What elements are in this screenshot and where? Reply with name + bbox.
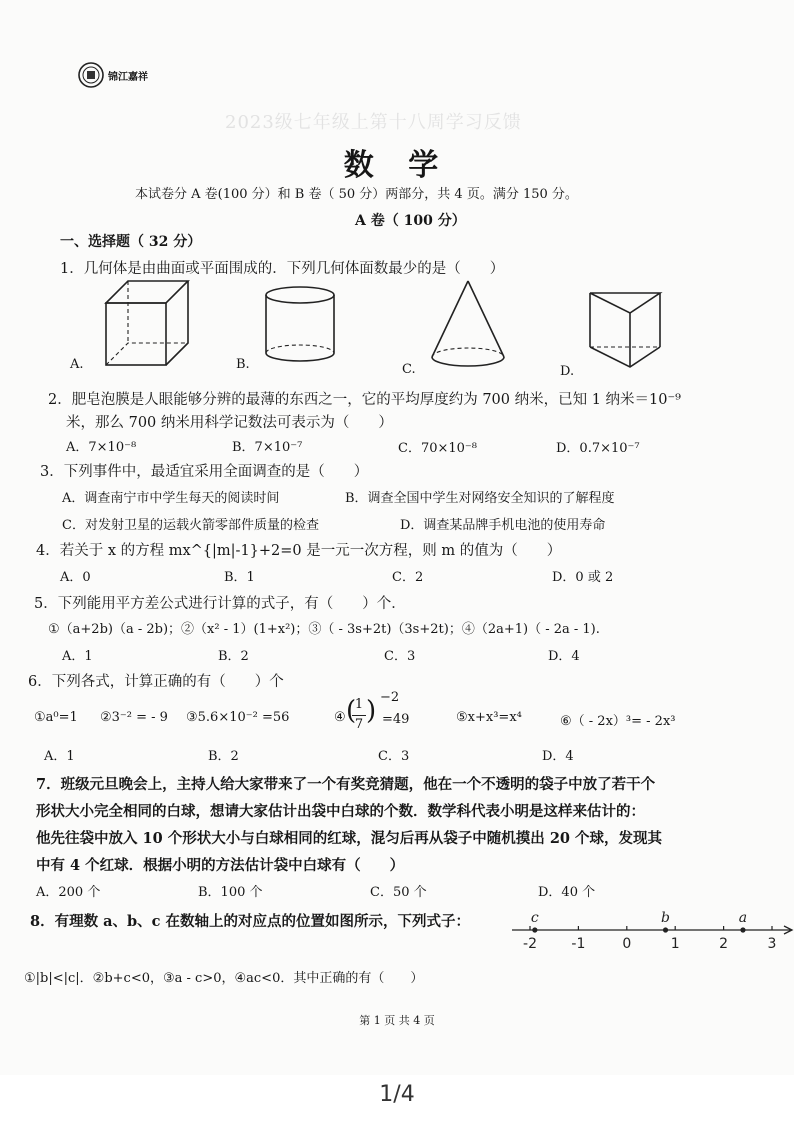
number-line-point-label-b: b	[661, 910, 671, 926]
question-6-item-1: ①a⁰=1	[34, 710, 78, 725]
prism-figure	[590, 293, 660, 367]
part-one-heading: 一、选择题（ 32 分）	[60, 234, 202, 250]
question-4-stem: 4．若关于 x 的方程 mx^{|m|-1}+2=0 是一元一次方程，则 m 的值为（ ）	[36, 543, 562, 559]
question-6-fraction-denominator: 7	[354, 717, 364, 732]
number-line-point-label-c: c	[530, 910, 539, 926]
question-6-item-6: ⑥（ - 2x）³= - 2x³	[560, 714, 676, 729]
question-1-option-c: C.	[402, 362, 416, 377]
question-6-fraction-exponent: −2	[380, 690, 400, 705]
number-line-tick-label-3: 1	[670, 936, 680, 952]
question-4-option-c: C．2	[392, 570, 424, 585]
question-7-stem-line-3: 他先往袋中放入 10 个形状大小与白球相同的红球，混匀后再从袋子中随机摸出 20 个球，发现其	[36, 830, 663, 847]
question-7-stem-line-2: 形状大小完全相同的白球，想请大家估计出袋中白球的个数．数学科代表小明是这样来估计的：	[36, 803, 645, 820]
question-6-right-paren: )	[366, 696, 377, 726]
cone-figure	[432, 281, 504, 366]
question-6-item-4-result: =49	[382, 712, 410, 727]
question-8-stem: 8．有理数 a、b、c 在数轴上的对应点的位置如图所示，下列式子：	[30, 913, 471, 930]
question-5-stem: 5．下列能用平方差公式进行计算的式子，有（ ）个．	[34, 596, 406, 612]
page-footer: 第 1 页 共 4 页	[359, 1014, 435, 1027]
school-seal-icon	[78, 62, 104, 88]
question-2-stem-line-2: 米，那么 700 纳米用科学记数法可表示为（ ）	[66, 415, 393, 431]
question-1-option-b: B.	[236, 357, 250, 372]
logo-text: 锦江嘉祥	[108, 71, 148, 83]
faded-header-watermark: 2023级七年级上第十八周学习反馈	[225, 112, 522, 133]
number-line-tick-label-1: -1	[571, 936, 586, 952]
number-line-point-label-a: a	[738, 910, 748, 926]
question-3-option-b: B．调查全国中学生对网络安全知识的了解程度	[345, 491, 615, 506]
question-1-figures	[100, 275, 700, 380]
question-3-option-a: A．调查南宁市中学生每天的阅读时间	[62, 491, 280, 506]
viewer-page-indicator: 1/4	[379, 1082, 415, 1107]
question-6-option-b: B．2	[208, 749, 239, 764]
question-3-option-c: C．对发射卫星的运载火箭零部件质量的检查	[62, 518, 319, 533]
question-5-option-c: C．3	[384, 649, 416, 664]
question-7-option-c: C．50 个	[370, 885, 427, 900]
question-6-option-c: C．3	[378, 749, 410, 764]
question-6-option-a: A．1	[44, 749, 75, 764]
question-1-option-d: D.	[560, 364, 575, 379]
question-5-option-b: B．2	[218, 649, 249, 664]
question-7-option-a: A．200 个	[36, 885, 101, 900]
number-line-point-a	[740, 927, 745, 932]
exam-title: 数 学	[343, 148, 451, 183]
question-5-expressions: ①（a+2b)（a - 2b)；②（x² - 1）(1+x²)；③（ - 3s+2t)（3s+2t)；④（2a+1)（ - 2a - 1).	[48, 622, 600, 637]
number-line-tick-label-2: 0	[622, 936, 632, 952]
question-2-option-d: D．0.7×10⁻⁷	[556, 441, 640, 456]
school-logo	[78, 62, 148, 88]
number-line-tick-label-5: 3	[767, 936, 777, 952]
number-line-tick-label-4: 2	[719, 936, 729, 952]
question-6-stem: 6．下列各式，计算正确的有（ ）个	[28, 674, 284, 690]
question-6-item-4: ④	[334, 710, 346, 725]
question-4-option-b: B．1	[224, 570, 255, 585]
question-6-item-5: ⑤x+x³=x⁴	[456, 710, 522, 725]
question-1-option-a: A.	[70, 357, 84, 372]
question-2-option-c: C．70×10⁻⁸	[398, 441, 477, 456]
question-7-option-d: D．40 个	[538, 885, 596, 900]
question-1-stem: 1．几何体是由曲面或平面围成的．下列几何体面数最少的是（ ）	[60, 261, 505, 277]
section-a-heading: A 卷（ 100 分）	[355, 213, 466, 229]
cube-figure	[106, 281, 188, 365]
exam-intro: 本试卷分 A 卷(100 分）和 B 卷（ 50 分）两部分，共 4 页。满分 150 分。	[135, 187, 578, 202]
question-6-item-3: ③5.6×10⁻² =56	[186, 710, 290, 725]
question-2-option-a: A．7×10⁻⁸	[66, 440, 137, 455]
question-4-option-a: A．0	[60, 570, 91, 585]
number-line-point-b	[663, 927, 668, 932]
question-7-stem-line-1: 7．班级元旦晚会上，主持人给大家带来了一个有奖竞猜题，他在一个不透明的袋子中放了若干个	[36, 776, 656, 793]
question-3-option-d: D．调查某品牌手机电池的使用寿命	[400, 518, 606, 533]
question-5-option-d: D．4	[548, 649, 580, 664]
question-6-fraction-numerator: 1	[354, 697, 364, 712]
question-5-option-a: A．1	[62, 649, 93, 664]
question-7-stem-line-4: 中有 4 个红球．根据小明的方法估计袋中白球有（ ）	[36, 857, 405, 874]
cylinder-figure	[266, 287, 334, 361]
number-line-tick-label-0: -2	[523, 936, 537, 952]
question-2-option-b: B．7×10⁻⁷	[232, 440, 303, 455]
question-6-item-2: ②3⁻² = - 9	[100, 710, 168, 725]
question-3-stem: 3．下列事件中，最适宜采用全面调查的是（ ）	[40, 464, 369, 480]
number-line	[510, 908, 794, 954]
question-2-stem-line-1: 2．肥皂泡膜是人眼能够分辨的最薄的东西之一，它的平均厚度约为 700 纳米，已知 1 纳米＝10⁻⁹	[48, 392, 681, 408]
question-6-option-d: D．4	[542, 749, 574, 764]
number-line-point-c	[532, 927, 537, 932]
question-6-left-paren: (	[346, 696, 357, 726]
question-7-option-b: B．100 个	[198, 885, 263, 900]
question-4-option-d: D．0 或 2	[552, 570, 614, 585]
question-8-statements: ①|b|<|c|．②b+c<0，③a - c>0，④ac<0．其中正确的有（ ）	[24, 971, 424, 986]
